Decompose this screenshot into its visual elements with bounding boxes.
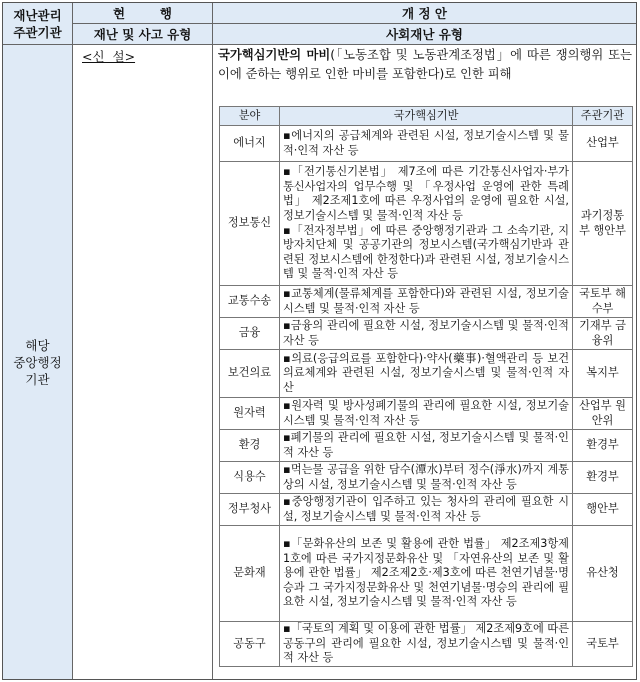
row-org: 국토부 <box>573 622 633 667</box>
table-row <box>220 430 633 462</box>
row-org: 기재부 금융위 <box>573 318 633 350</box>
header-revised-sub <box>213 24 636 44</box>
row-infrastructure <box>280 126 573 162</box>
row-infrastructure-item: ▪「문화유산의 보존 및 활용에 관한 법률」 제2조제3항제1호에 따른 국가지정문화유산 및 「자연유산의 보존 및 활용에 관한 법률」 제2조제2호·제3호에 따른 천연기념물·명승과 그 국가지정문화유산 및 천연기념물·명승의 관리에 필요한 시설, 정보기술시스템 및 물적·인적 자산 등 <box>283 537 569 609</box>
row-infrastructure <box>280 398 573 430</box>
header-current <box>73 3 212 23</box>
header-revised <box>213 3 636 23</box>
header-revised-title: 개 정 안 <box>402 5 447 21</box>
header-current-title: 현 행 <box>113 5 172 21</box>
row-sector: 교통수송 <box>220 286 280 318</box>
row-infrastructure <box>280 462 573 494</box>
current-new-label: <신 설> <box>82 49 136 64</box>
table-row <box>220 494 633 526</box>
table-row <box>220 622 633 667</box>
table-row <box>220 462 633 494</box>
table-row <box>220 162 633 286</box>
row-infrastructure <box>280 430 573 462</box>
row-infrastructure <box>280 526 573 622</box>
revised-intro-bold: 국가핵심기반의 마비 <box>218 48 331 62</box>
row-infrastructure-item: ▪교통체계(물류체계를 포함한다)와 관련된 시설, 정보기술시스템 및 물적·인적 자산 등 <box>283 286 569 315</box>
row-sector: 환경 <box>220 430 280 462</box>
row-org: 산업부 원안위 <box>573 398 633 430</box>
row-org: 산업부 <box>573 126 633 162</box>
agency-line2: 중앙행정 <box>13 354 62 370</box>
row-infrastructure-item: ▪중앙행정기관이 입주하고 있는 청사의 관리에 필요한 시설, 정보기술시스템 및 물적·인적 자산 등 <box>283 494 569 523</box>
row-infrastructure-item: ▪「국토의 계획 및 이용에 관한 법률」 제2조제9호에 따른 공동구의 관리에 필요한 시설, 정보기술시스템 및 물적·인적 자산 등 <box>283 622 569 665</box>
table-row <box>220 318 633 350</box>
table-row <box>220 398 633 430</box>
row-infrastructure <box>280 318 573 350</box>
row-infrastructure <box>280 286 573 318</box>
row-sector: 문화재 <box>220 526 280 622</box>
col-header-org: 주관기관 <box>573 107 633 126</box>
header-current-sub-label: 재난 및 사고 유형 <box>93 26 192 42</box>
agency-line3: 기관 <box>25 371 50 387</box>
table-row <box>220 126 633 162</box>
row-sector: 정부청사 <box>220 494 280 526</box>
header-revised-sub-label: 사회재난 유형 <box>386 26 463 42</box>
row-infrastructure <box>280 162 573 286</box>
col-header-infrastructure: 국가핵심기반 <box>280 107 573 126</box>
row-infrastructure-item: ▪「전자정부법」에 따른 중앙행정기관과 그 소속기관, 지방자치단체 및 공공기관의 정보시스템(국가핵심기반과 관련된 정보시스템에 한정한다)과 관련된 시설, 정보기술시스템 및 물적·인적 자산 등 <box>283 223 569 281</box>
header-agency-line2: 주관기관 <box>13 24 62 40</box>
row-org: 국토부 해수부 <box>573 286 633 318</box>
infrastructure-table <box>219 106 633 667</box>
revised-intro-rest: (「노동조합 및 노동관계조정법」에 따른 쟁의행위 또는 이에 준하는 행위로 인한 마비를 포함한다)로 인한 피해 <box>218 48 632 81</box>
row-sector: 원자력 <box>220 398 280 430</box>
row-org: 복지부 <box>573 350 633 398</box>
row-infrastructure-item: ▪에너지의 공급체계와 관련된 시설, 정보기술시스템 및 물적·인적 자산 등 <box>283 128 569 157</box>
row-sector: 정보통신 <box>220 162 280 286</box>
row-infrastructure-item: ▪폐기물의 관리에 필요한 시설, 정보기술시스템 및 물적·인적 자산 등 <box>283 430 569 459</box>
agency-line1: 해당 <box>25 337 50 353</box>
row-infrastructure-item: ▪의료(응급의료를 포함한다)·약사(藥事)·혈액관리 등 보건의료체계와 관련된 시설, 정보기술시스템 및 물적·인적 자산 <box>283 351 569 394</box>
row-infrastructure <box>280 350 573 398</box>
row-infrastructure <box>280 622 573 667</box>
table-row <box>220 286 633 318</box>
row-sector: 금융 <box>220 318 280 350</box>
infrastructure-header-row <box>220 107 633 126</box>
table-row <box>220 526 633 622</box>
row-org: 환경부 <box>573 430 633 462</box>
row-sector: 공동구 <box>220 622 280 667</box>
row-sector: 식용수 <box>220 462 280 494</box>
row-infrastructure-item: ▪먹는물 공급을 위한 담수(潭水)부터 정수(淨水)까지 계통상의 시설, 정보기술시스템 및 물적·인적 자산 등 <box>283 462 569 491</box>
col-header-sector: 분야 <box>220 107 280 126</box>
table-row <box>220 350 633 398</box>
row-infrastructure-item: ▪금융의 관리에 필요한 시설, 정보기술시스템 및 물적·인적 자산 등 <box>283 318 569 347</box>
row-infrastructure-item: ▪「전기통신기본법」 제7조에 따른 기간통신사업자·부가통신사업자의 업무수행 및 「우정사업 운영에 관한 특례법」 제2조제1호에 따른 우정사업의 운영에 필요한 시설, 정보기술시스템 및 물적·인적 자산 등 <box>283 165 569 222</box>
agency-cell <box>3 45 72 679</box>
header-agency-line1: 재난관리 <box>13 7 62 23</box>
row-org: 행안부 <box>573 494 633 526</box>
row-infrastructure <box>280 494 573 526</box>
row-sector: 에너지 <box>220 126 280 162</box>
header-current-sub <box>73 24 212 44</box>
header-agency <box>3 3 72 44</box>
row-org: 과기정통부 행안부 <box>573 162 633 286</box>
row-sector: 보건의료 <box>220 350 280 398</box>
row-org: 환경부 <box>573 462 633 494</box>
revised-intro <box>218 46 632 84</box>
row-infrastructure-item: ▪원자력 및 방사성폐기물의 관리에 필요한 시설, 정보기술시스템 및 물적·인적 자산 등 <box>283 398 569 427</box>
row-org: 유산청 <box>573 526 633 622</box>
